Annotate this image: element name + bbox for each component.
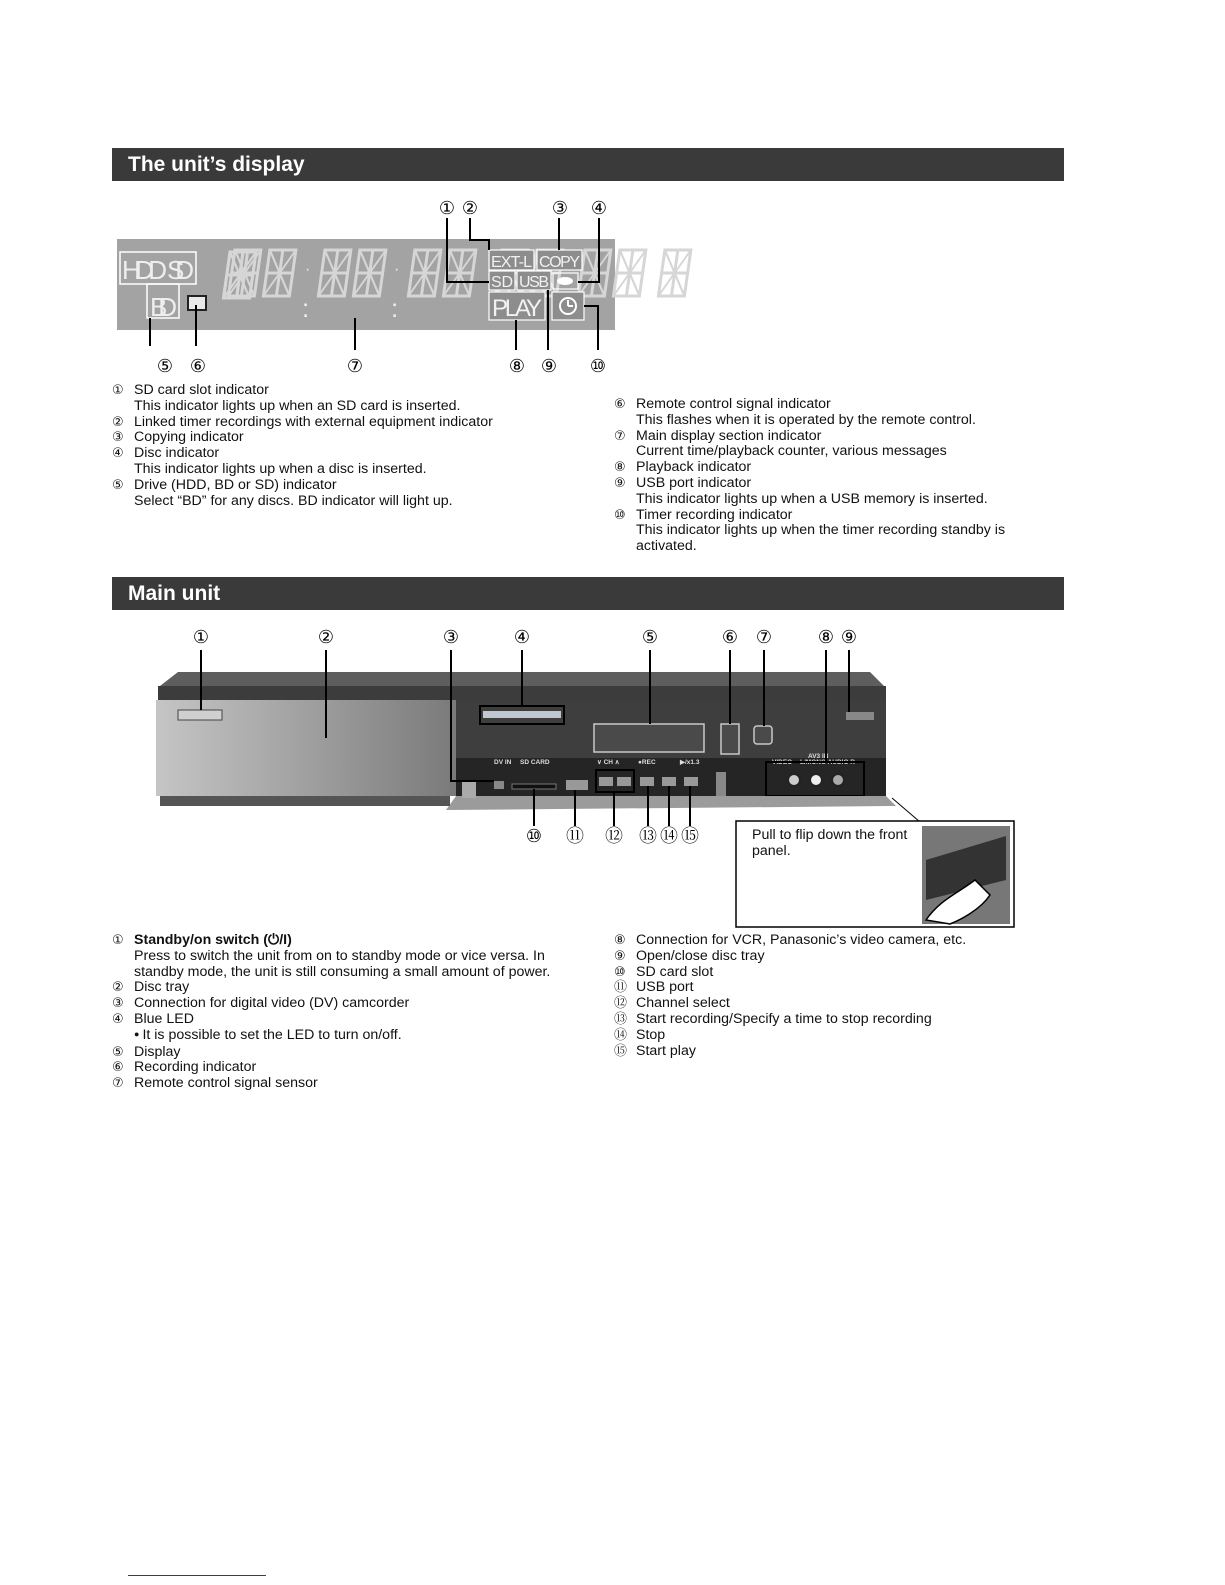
item-title: Standby/on switch (⏻/I) — [134, 932, 292, 948]
svg-text:·: · — [394, 261, 400, 278]
sd-card-label: SD CARD — [520, 759, 550, 766]
ch-label: ∨ CH ∧ — [597, 759, 620, 766]
unit-callout-14: ⑭ — [660, 826, 678, 846]
item-number: ⑤ — [112, 477, 124, 493]
callout-7: ⑦ — [346, 356, 364, 376]
item-number: ④ — [112, 1011, 124, 1027]
ext-l-indicator: EXT-L — [491, 254, 532, 271]
item-title: Start play — [636, 1042, 696, 1059]
list-item — [112, 1045, 582, 1061]
section-title: The unit’s display — [128, 153, 305, 176]
callout-8: ⑧ — [508, 356, 526, 376]
list-item — [112, 446, 582, 478]
item-title: Stop — [636, 1026, 666, 1043]
list-item — [112, 415, 582, 431]
item-title: Timer recording indicator — [636, 506, 793, 523]
item-number: ⑦ — [614, 428, 626, 444]
usb-indicator: USB — [519, 274, 549, 291]
display-panel-diagram — [0, 0, 1225, 380]
copy-indicator: COPY — [539, 254, 580, 271]
item-number: ⑩ — [614, 964, 626, 980]
item-number: ③ — [112, 430, 124, 446]
list-item — [112, 1012, 582, 1045]
audio-label: L/MONO AUDIO R — [800, 759, 856, 766]
sd-slot-indicator: SD — [491, 274, 513, 291]
video-label: VIDEO — [772, 759, 793, 766]
unit-callout-5: ⑤ — [641, 627, 659, 647]
unit-callout-2: ② — [317, 627, 335, 647]
list-item — [112, 383, 582, 415]
item-number: ⑩ — [614, 507, 626, 523]
item-number: ⑨ — [614, 475, 626, 491]
main-unit-diagram — [0, 620, 1225, 930]
unit-callout-6: ⑥ — [721, 627, 739, 647]
item-number: ② — [112, 414, 124, 430]
item-note: ● It is possible to set the LED to turn on/off. — [134, 1028, 582, 1045]
item-description: Select “BD” for any discs. BD indicator will light up. — [134, 492, 453, 509]
item-number: ⑦ — [112, 1076, 124, 1092]
item-description: This indicator lights up when the timer recording standby is activated. — [636, 522, 1006, 555]
callout-text: Pull to flip down the front panel. — [752, 827, 908, 859]
section-header-main-unit — [112, 577, 1064, 610]
item-number: ③ — [112, 996, 124, 1012]
unit-callout-1: ① — [192, 627, 210, 647]
list-item — [614, 476, 1044, 508]
list-item — [614, 949, 1044, 965]
list-item — [614, 1028, 1044, 1044]
unit-callout-3: ③ — [442, 627, 460, 647]
unit-callout-9: ⑨ — [840, 627, 858, 647]
item-number: ④ — [112, 446, 124, 462]
bd-indicator: BD — [150, 292, 177, 322]
item-title: Remote control signal sensor — [134, 1075, 318, 1092]
list-item — [614, 397, 1044, 429]
list-item — [614, 460, 1044, 476]
item-number: ② — [112, 980, 124, 996]
footer-link-underline — [128, 1575, 266, 1576]
unit-callout-7: ⑦ — [755, 627, 773, 647]
list-item — [112, 980, 582, 996]
list-item — [112, 1060, 582, 1076]
item-number: ① — [112, 383, 124, 398]
unit-callout-12: ⑫ — [605, 826, 623, 846]
list-item — [614, 965, 1044, 981]
item-title: USB port — [636, 979, 694, 996]
item-title: Playback indicator — [636, 459, 752, 476]
av-label: AV3 IN — [808, 753, 829, 760]
unit-callout-10: ⑩ — [525, 826, 543, 846]
main-items-right — [614, 933, 1044, 1059]
item-title: USB port indicator — [636, 474, 752, 491]
main-items-left — [112, 933, 582, 1092]
item-number: ⑥ — [614, 397, 626, 412]
item-number: ⑬ — [614, 1011, 628, 1027]
item-number: ⑪ — [614, 980, 628, 996]
callout-6: ⑥ — [189, 356, 207, 376]
play-indicator: PLAY — [492, 295, 542, 322]
display-items-left — [112, 383, 582, 509]
list-item — [614, 508, 1044, 555]
item-title: Disc indicator — [134, 445, 220, 462]
item-number: ⑥ — [112, 1060, 124, 1076]
item-title: Blue LED — [134, 1010, 194, 1027]
item-number: ① — [112, 933, 124, 948]
item-title: Open/close disc tray — [636, 947, 765, 964]
item-number: ⑫ — [614, 996, 628, 1012]
hdd-indicator: HDD — [122, 255, 167, 285]
callout-4: ④ — [590, 198, 608, 218]
list-item — [614, 429, 1044, 461]
item-number: ⑤ — [112, 1044, 124, 1060]
sd-drive-indicator: SD — [167, 255, 194, 285]
item-title: Disc tray — [134, 979, 190, 996]
dv-in-label: DV IN — [494, 759, 512, 766]
unit-callout-15: ⑮ — [681, 826, 699, 846]
item-title: Display — [134, 1043, 181, 1060]
item-title: Remote control signal indicator — [636, 396, 831, 412]
rec-label: ●REC — [638, 759, 656, 766]
item-description: This indicator lights up when an SD card is inserted. — [134, 397, 461, 414]
callout-1: ① — [438, 198, 456, 218]
callout-9: ⑨ — [540, 356, 558, 376]
item-title: Linked timer recordings with external equipment indicator — [134, 413, 493, 430]
unit-callout-11: ⑪ — [566, 826, 584, 846]
list-item — [614, 1012, 1044, 1028]
unit-callout-8: ⑧ — [817, 627, 835, 647]
item-title: Connection for digital video (DV) camcorder — [134, 995, 410, 1012]
list-item — [112, 1076, 582, 1092]
display-items-right — [614, 397, 1044, 555]
item-title: Main display section indicator — [636, 427, 822, 444]
callout-2: ② — [461, 198, 479, 218]
svg-text::: : — [391, 293, 399, 323]
item-title: Drive (HDD, BD or SD) indicator — [134, 476, 337, 493]
unit-callout-4: ④ — [513, 627, 531, 647]
list-item — [614, 980, 1044, 996]
item-number: ⑭ — [614, 1027, 628, 1043]
item-title: Copying indicator — [134, 429, 244, 446]
item-title: Connection for VCR, Panasonic’s video camera, etc. — [636, 932, 967, 948]
list-item — [112, 430, 582, 446]
item-number: ⑨ — [614, 948, 626, 964]
item-description: Current time/playback counter, various messages — [636, 443, 947, 460]
item-title: SD card slot indicator — [134, 382, 269, 398]
item-description: This flashes when it is operated by the remote control. — [636, 411, 976, 428]
list-item — [614, 996, 1044, 1012]
disc-indicator-icon — [557, 277, 573, 285]
list-item — [112, 478, 582, 510]
item-title: Channel select — [636, 995, 730, 1012]
item-number: ⑮ — [614, 1043, 628, 1059]
callout-5: ⑤ — [156, 356, 174, 376]
play-label: ▶/x1.3 — [680, 759, 700, 766]
item-number: ⑧ — [614, 460, 626, 476]
svg-text::: : — [302, 293, 310, 323]
list-item — [614, 933, 1044, 949]
list-item — [112, 933, 582, 980]
item-number: ⑧ — [614, 933, 626, 948]
svg-text:·: · — [305, 261, 311, 278]
list-item — [614, 1044, 1044, 1060]
item-title: Start recording/Specify a time to stop recording — [636, 1010, 932, 1027]
callout-10: ⑩ — [589, 356, 607, 376]
section-title: Main unit — [128, 582, 221, 605]
item-description: Press to switch the unit from on to standby mode or vice versa. In standby mode, the unit is still consuming a small amount of power. — [134, 947, 551, 980]
callout-3: ③ — [551, 198, 569, 218]
item-description: This indicator lights up when a disc is inserted. — [134, 460, 427, 477]
item-title: Recording indicator — [134, 1059, 257, 1076]
list-item — [112, 996, 582, 1012]
item-title: SD card slot — [636, 963, 714, 980]
item-description: This indicator lights up when a USB memory is inserted. — [636, 490, 988, 507]
unit-callout-13: ⑬ — [639, 826, 657, 846]
